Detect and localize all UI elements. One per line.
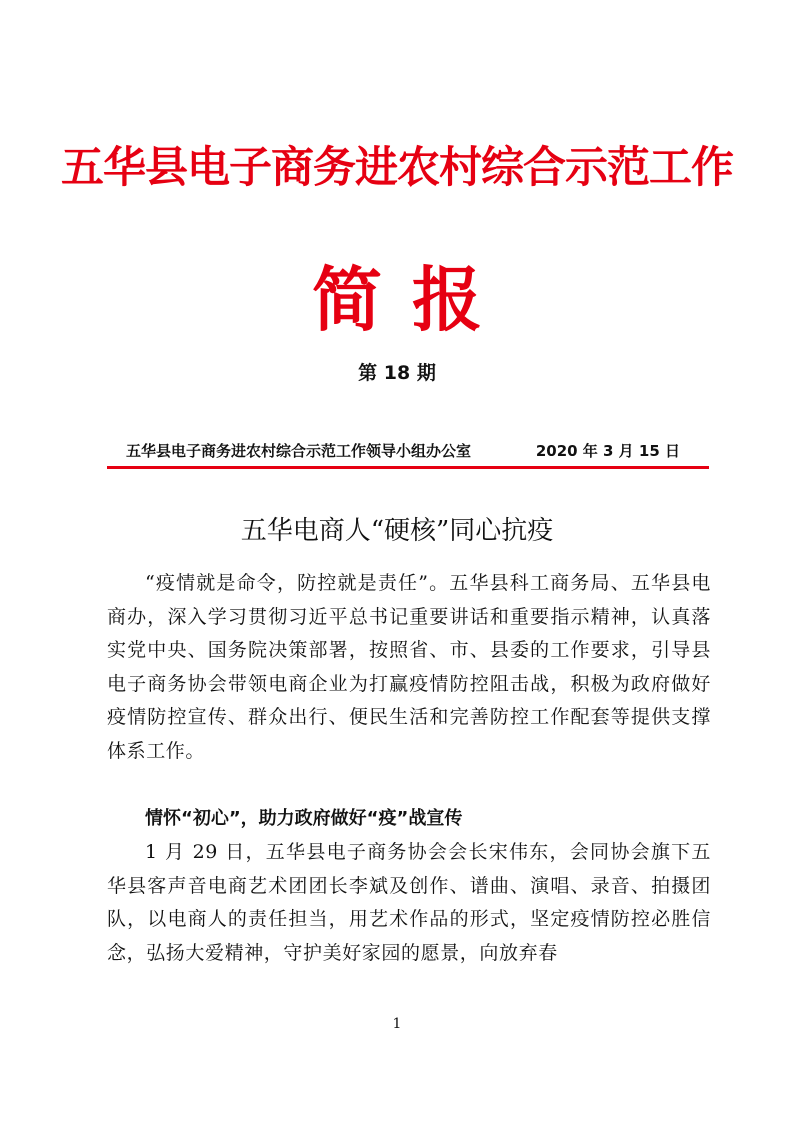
issuing-office: 五华县电子商务进农村综合示范工作领导小组办公室 xyxy=(126,442,472,460)
page-number: 1 xyxy=(392,1016,402,1032)
section-heading: 情怀“初心”，助力政府做好“疫”战宣传 xyxy=(145,808,463,829)
issuer-line xyxy=(126,439,680,463)
issue-number: 第 18 期 xyxy=(358,362,436,384)
red-divider-rule xyxy=(107,466,709,469)
issue-date: 2020 年 3 月 15 日 xyxy=(535,442,680,460)
article-paragraph: 1 月 29 日，五华县电子商务协会会长宋伟东，会同协会旗下五华县客声音电商艺术团团长李斌及创作、谱曲、演唱、录音、拍摄团队，以电商人的责任担当，用艺术作品的形式，坚定疫情防控必胜信念，弘扬大爱精神，守护美好家园的愿景，向放弃春 xyxy=(107,841,711,964)
article-title: 五华电商人“硬核”同心抗疫 xyxy=(240,516,554,546)
bulletin-brief-title: 简报 xyxy=(312,258,512,341)
article-paragraph: “疫情就是命令，防控就是责任”。五华县科工商务局、五华县电商办，深入学习贯彻习近平总书记重要讲话和重要指示精神，认真落实党中央、国务院决策部署，按照省、市、县委的工作要求，引导县电子商务协会带领电商企业为打赢疫情防控阻击战，积极为政府做好疫情防控宣传、群众出行、便民生活和完善防控工作配套等提供支撑体系工作。 xyxy=(107,572,711,762)
bulletin-masthead-title: 五华县电子商务进农村综合示范工作 xyxy=(61,143,733,193)
